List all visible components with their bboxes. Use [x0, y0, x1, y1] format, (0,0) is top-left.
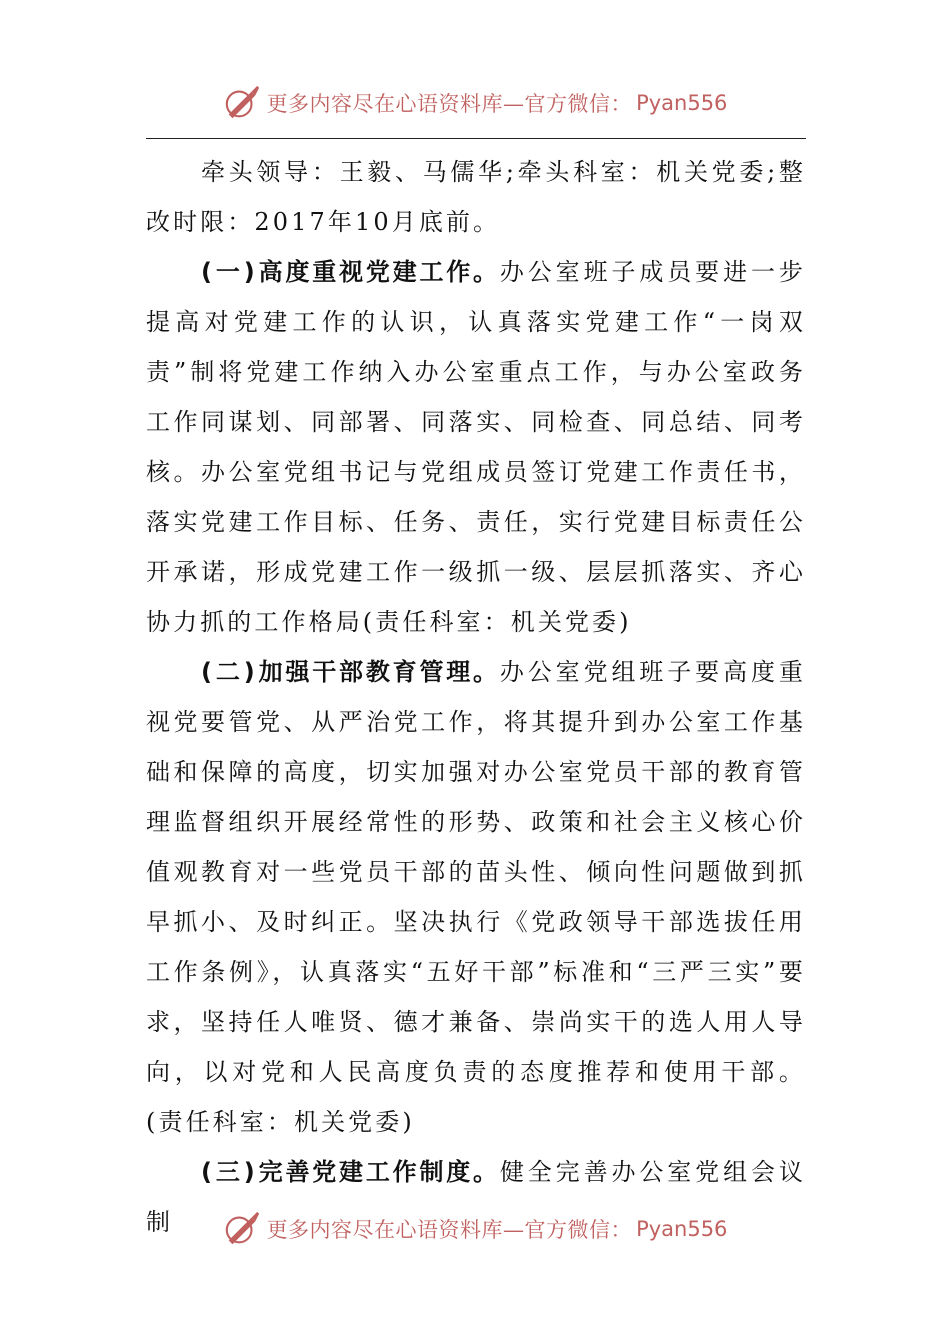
- section-number: (一): [201, 258, 258, 286]
- section-paragraph: [146, 247, 806, 647]
- section-number: (三): [201, 1158, 258, 1186]
- section-paragraph: [146, 647, 806, 1147]
- section-text: 健全完善办公室党组会议制: [146, 1158, 806, 1236]
- header-brand-text: 更多内容尽在心语资料库—官方微信：: [266, 92, 633, 116]
- intro-paragraph: 牵头领导：王毅、马儒华;牵头科室：机关党委;整改时限：2017年10月底前。: [146, 158, 806, 236]
- section-number: (二): [201, 658, 258, 686]
- footer-wechat-id: Pyan556: [636, 1217, 728, 1241]
- header-watermark: [0, 80, 950, 126]
- footer-watermark: [0, 1206, 950, 1252]
- section-heading: 加强干部教育管理。: [257, 658, 500, 686]
- section-text: 办公室党组班子要高度重视党要管党、从严治党工作，将其提升到办公室工作基础和保障的高度，切实加强对办公室党员干部的教育管理监督组织开展经常性的形势、政策和社会主义核心价值观教育对一些党员干部的苗头性、倾向性问题做到抓早抓小、及时纠正。坚决执行《党政领导干部选拔任用工作条例》，认真落实“五好干部”标准和“三严三实”要求，坚持任人唯贤、德才兼备、崇尚实干的选人用人导向，以对党和人民高度负责的态度推荐和使用干部。(责任科室：机关党委): [146, 658, 806, 1136]
- footer-brand-text: 更多内容尽在心语资料库—官方微信：: [266, 1218, 633, 1242]
- pen-logo-icon: [223, 1210, 261, 1248]
- header-wechat-id: Pyan556: [636, 91, 728, 115]
- header-divider: [146, 138, 806, 139]
- section-heading: 完善党建工作制度。: [257, 1158, 500, 1186]
- pen-logo-icon: [223, 84, 261, 122]
- section-text: 办公室班子成员要进一步提高对党建工作的认识，认真落实党建工作“一岗双责”制将党建工作纳入办公室重点工作，与办公室政务工作同谋划、同部署、同落实、同检查、同总结、同考核。办公室党组书记与党组成员签订党建工作责任书，落实党建工作目标、任务、责任，实行党建目标责任公开承诺，形成党建工作一级抓一级、层层抓落实、齐心协力抓的工作格局(责任科室：机关党委): [146, 258, 806, 636]
- document-body: [146, 147, 806, 1247]
- section-heading: 高度重视党建工作。: [257, 258, 500, 286]
